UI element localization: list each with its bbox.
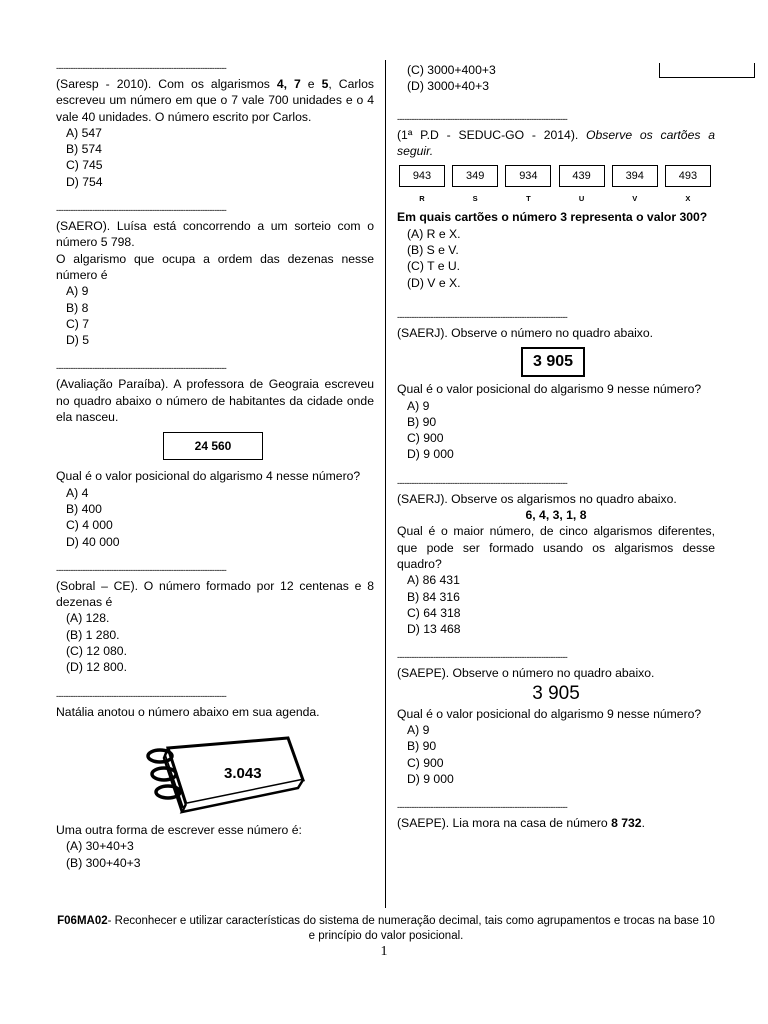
footer-descriptor [56,914,716,944]
option: (A) 30+40+3 [66,839,134,854]
option: D) 40 000 [66,534,120,549]
question-prompt: Em quais cartões o número 3 representa o valor 300? [397,210,708,225]
left-column [56,62,374,871]
number-display: 3 905 [532,682,580,704]
option: (D) 3000+40+3 [407,79,489,94]
option: D) 5 [66,333,90,348]
option: (B) 300+40+3 [66,855,141,870]
option: D) 9 000 [407,447,454,462]
option: C) 900 [407,431,444,446]
question-stem: Uma outra forma de escrever esse número é: [56,822,302,837]
question-stem: (SAEPE). Lia mora na casa de número 8 732. [397,816,645,831]
separator: ----------------------------------------------------------------------- [397,477,568,488]
question-stem: Qual é o maior número, de cinco algarismos diferentes, que pode ser formado usando os algarismos desse quadro? [397,524,715,571]
question-natalia-agenda [56,690,374,871]
page-number: 1 [380,944,388,959]
option: A) 86 431 [407,573,460,588]
option: C) 900 [407,755,444,770]
option: (A) R e X. [407,226,461,241]
option: (D) V e X. [407,275,461,290]
question-stem: (1ª P.D - SEDUC-GO - 2014). Observe os cartões a seguir. [397,127,715,158]
option: (C) T e U. [407,259,461,274]
question-avaliacao-paraiba [56,362,374,549]
option: (B) 1 280. [66,627,120,642]
question-stem: (SAERJ). Observe os algarismos no quadro abaixo. [397,491,677,506]
question-saepe-1 [397,651,715,787]
option: C) 7 [66,316,90,331]
question-sobral-ce [56,564,374,676]
card-label: R [419,194,425,204]
card-v: 394 [612,165,658,187]
descriptor-text: - Reconhecer e utilizar características do sistema de numeração decimal, tais como agrupamentos e trocas na base 10 e princípio do valor posicional. [107,915,715,942]
question-saerj-2 [397,477,715,638]
option: B) 84 316 [407,589,460,604]
question-stem: (SAEPE). Observe o número no quadro abaixo. [397,666,655,681]
question-stem: (SAERJ). Observe o número no quadro abaixo. [397,325,654,340]
option: C) 4 000 [66,518,113,533]
card-t: 934 [505,165,551,187]
question-saerj-1 [397,311,715,463]
option: B) 400 [66,501,102,516]
question-stem: Qual é o valor posicional do algarismo 9 nesse número? [397,382,702,397]
option: B) 90 [407,739,437,754]
option: D) 13 468 [407,622,461,637]
option: (D) 12 800. [66,660,127,675]
question-stem: (Saresp - 2010). Com os algarismos 4, 7 e 5, Carlos escreveu um número em que o 7 vale 700 unidades e o 4 vale 40 unidades. O número escrito por Carlos. [56,77,374,124]
option: (A) 128. [66,611,110,626]
number-box: 3 905 [521,347,585,377]
option: B) 574 [66,142,102,157]
option: A) 4 [66,485,89,500]
option: D) 754 [66,174,103,189]
spiral-ring [148,750,172,762]
question-saresp-2010 [56,62,374,190]
question-stem: Qual é o valor posicional do algarismo 4 nesse número? [56,469,361,484]
number-box: 24 560 [163,432,263,460]
question-stem: Qual é o valor posicional do algarismo 9 nesse número? [397,706,702,721]
card-labels [399,191,711,207]
option: (B) S e V. [407,243,459,258]
card-label: S [472,194,478,204]
question-stem: Natália anotou o número abaixo em sua agenda. [56,704,320,719]
card-s: 349 [452,165,498,187]
question-stem: (Avaliação Paraíba). A professora de Geograia escreveu no quadro abaixo o número de habitantes da cidade onde ela nasceu. [56,377,374,425]
option: A) 9 [407,398,430,413]
question-saero [56,204,374,348]
question-saepe-2 [397,801,715,831]
option: D) 9 000 [407,771,454,786]
card-label: T [526,194,531,204]
option: (C) 12 080. [66,644,127,659]
option: B) 90 [407,414,437,429]
separator: ----------------------------------------------------------------------- [397,802,568,813]
option: A) 547 [66,125,102,140]
separator: ----------------------------------------------------------------------- [56,205,227,216]
card-label: U [578,194,585,204]
card-x: 493 [665,165,711,187]
question-stem: (SAERO). Luísa está concorrendo a um sorteio com o número 5 798. [56,219,374,250]
separator: ----------------------------------------------------------------------- [56,363,227,374]
question-stem: O algarismo que ocupa a ordem das dezenas nesse número é [56,251,374,282]
question-natalia-continued [397,62,715,95]
separator: ----------------------------------------------------------------------- [397,652,568,663]
option: A) 9 [407,723,430,738]
separator: ----------------------------------------------------------------------- [397,113,568,124]
option: B) 8 [66,300,89,315]
option: A) 9 [66,284,89,299]
card-label: X [685,194,691,204]
notebook-illustration [138,724,308,816]
card-label: V [632,194,638,204]
option: C) 745 [66,158,103,173]
question-stem: (Sobral – CE). O número formado por 12 centenas e 8 dezenas é [56,578,374,610]
separator: ----------------------------------------------------------------------- [56,564,227,575]
notebook-number: 3.043 [224,764,262,782]
option: C) 64 318 [407,605,461,620]
separator: ----------------------------------------------------------------------- [56,63,227,73]
question-seduc-go-2014 [397,113,715,291]
separator: ----------------------------------------------------------------------- [397,311,568,322]
card-u: 439 [559,165,605,187]
option: (C) 3000+400+3 [407,63,496,77]
card-r: 943 [399,165,445,187]
column-divider [385,60,386,908]
separator: ----------------------------------------------------------------------- [56,690,227,701]
right-column [397,62,715,832]
cards-row [399,165,711,187]
descriptor-code: F06MA02 [57,915,108,927]
digits-box: 6, 4, 3, 1, 8 [525,508,587,523]
